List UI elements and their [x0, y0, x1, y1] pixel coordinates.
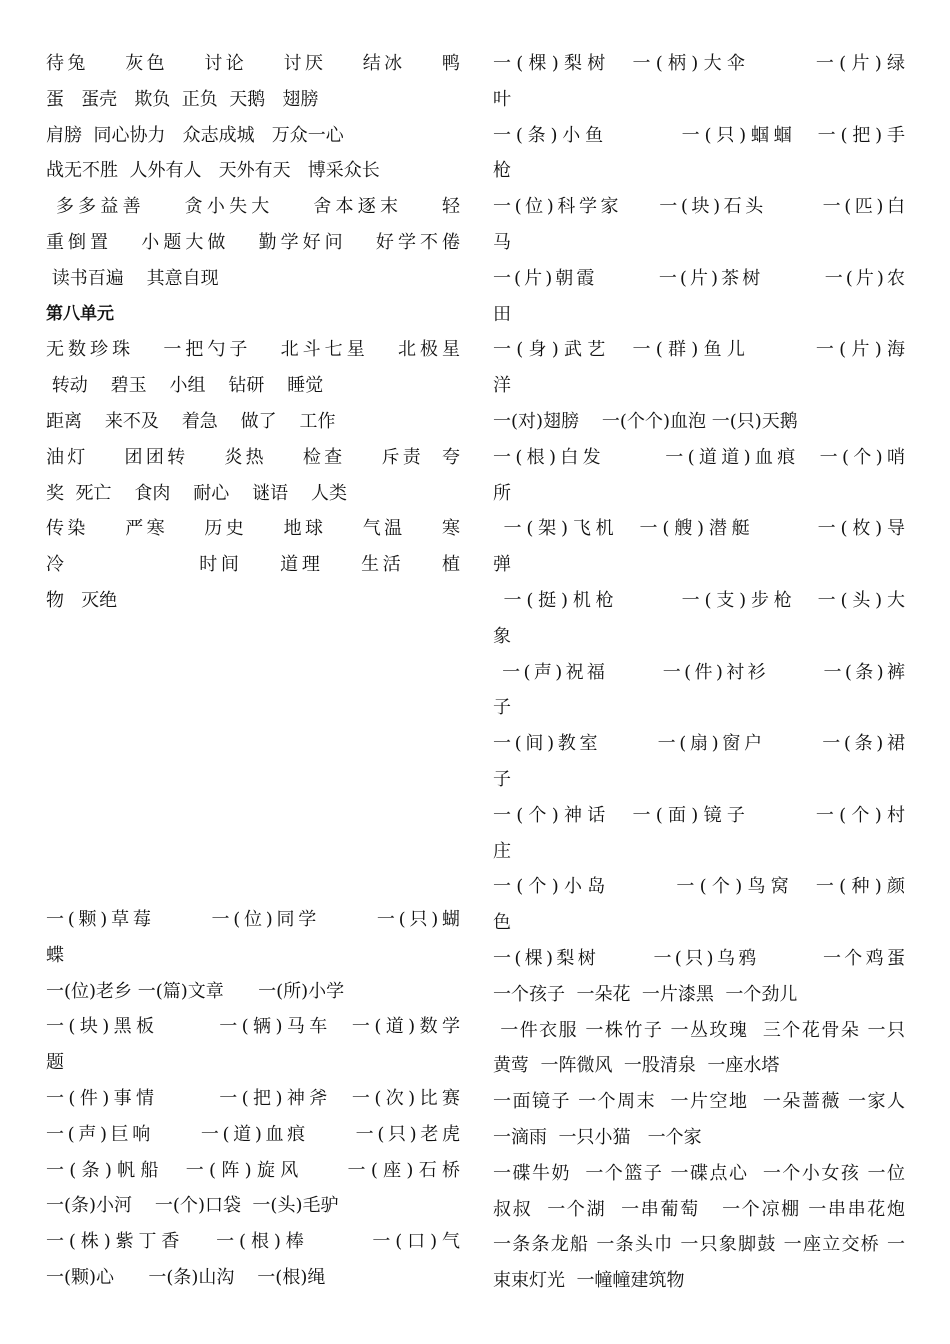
- text-line: 所: [493, 482, 511, 504]
- text-line: 一(块)黑板 一(辆)马车 一(道)数学: [46, 1016, 460, 1038]
- text-line: 待兔 灰色 讨论 讨厌 结冰 鸭: [46, 53, 460, 74]
- text-line: 一面镜子 一个周末 一片空地 一朵蔷薇 一家人: [493, 1091, 905, 1113]
- text-line: 一件衣服 一株竹子 一丛玫瑰 三个花骨朵 一只: [493, 1019, 905, 1041]
- text-line: 冷 时间 道理 生活 植: [46, 554, 460, 576]
- text-line: 一(对)翅膀 一(个个)血泡 一(只)天鹅: [493, 410, 798, 432]
- text-line: 一(条)帆船 一(阵)旋风 一(座)石桥: [46, 1159, 460, 1181]
- text-line: 弹: [493, 554, 511, 576]
- text-line: 题: [46, 1052, 64, 1074]
- text-line: 子: [493, 768, 511, 790]
- text-line: 肩膀 同心协力 众志成城 万众一心: [46, 124, 344, 146]
- text-line: 叶: [493, 88, 511, 110]
- text-line: 黄莺 一阵微风 一股清泉 一座水塔: [493, 1055, 780, 1077]
- text-line: 一(挺)机枪 一(支)步枪 一(头)大: [493, 589, 905, 611]
- text-line: 蛋 蛋壳 欺负 正负 天鹅 翅膀: [46, 88, 319, 110]
- text-line: 庄: [493, 840, 511, 862]
- text-line: 叔叔 一个湖 一串葡萄 一个凉棚 一串串花炮: [493, 1198, 905, 1220]
- text-line: 多多益善 贪小失大 舍本逐末 轻: [46, 196, 460, 218]
- text-line: 一(个)小岛 一(个)鸟窝 一(种)颜: [493, 876, 905, 898]
- text-line: 马: [493, 231, 511, 253]
- text-line: 一(件)事情 一(把)神斧 一(次)比赛: [46, 1087, 460, 1109]
- text-line: 距离 来不及 着急 做了 工作: [46, 410, 336, 432]
- text-line: 一(条)小河 一(个)口袋 一(头)毛驴: [46, 1195, 339, 1217]
- text-line: 一(间)教室 一(扇)窗户 一(条)裙: [493, 733, 905, 755]
- text-line: 一(棵)梨树 一(柄)大伞 一(片)绿: [493, 53, 905, 74]
- text-line: 重倒置 小题大做 勤学好问 好学不倦: [46, 231, 460, 253]
- right-column: [493, 46, 905, 1299]
- text-line: 读书百遍 其意自现: [46, 267, 219, 289]
- text-line: 洋: [493, 375, 511, 397]
- text-line: 田: [493, 303, 511, 325]
- text-line: 一条条龙船 一条头巾 一只象脚鼓 一座立交桥 一: [493, 1234, 905, 1256]
- text-line: 油灯 团团转 炎热 检查 斥责 夸: [46, 446, 460, 468]
- left-column: [46, 46, 460, 619]
- left-top-section: [46, 46, 460, 297]
- text-line: 一(声)祝福 一(件)衬衫 一(条)裤: [493, 661, 905, 683]
- text-line: 传染 严寒 历史 地球 气温 寒: [46, 518, 460, 540]
- text-line: 战无不胜 人外有人 天外有天 博采众长: [46, 160, 380, 182]
- text-line: 蝶: [46, 944, 64, 966]
- text-line: 一(片)朝霞 一(片)茶树 一(片)农: [493, 267, 905, 289]
- text-line: 一(身)武艺 一(群)鱼儿 一(片)海: [493, 339, 905, 361]
- text-line: 物 灭绝: [46, 589, 118, 611]
- text-line: 奖 死亡 食肉 耐心 谜语 人类: [46, 482, 347, 504]
- text-line: 转动 碧玉 小组 钻研 睡觉: [46, 375, 324, 397]
- text-line: 一(颗)心 一(条)山沟 一(根)绳: [46, 1266, 326, 1288]
- text-line: 一(位)科学家 一(块)石头 一(匹)白: [493, 196, 905, 218]
- text-line: 一(株)紫丁香 一(根)棒 一(口)气: [46, 1231, 460, 1253]
- text-line: 象: [493, 625, 511, 647]
- text-line: 一(条)小鱼 一(只)蝈蝈 一(把)手: [493, 124, 905, 146]
- text-line: 子: [493, 697, 511, 719]
- text-line: 一碟牛奶 一个篮子 一碟点心 一个小女孩 一位: [493, 1162, 905, 1184]
- text-line: 一(位)老乡 一(篇)文章 一(所)小学: [46, 980, 345, 1002]
- text-line: 一(个)神话 一(面)镜子 一(个)村: [493, 804, 905, 826]
- text-line: 一(架)飞机 一(艘)潜艇 一(枚)导: [493, 518, 905, 540]
- unit-heading: 第八单元: [46, 303, 114, 324]
- left-bottom-section: [46, 902, 460, 1296]
- text-line: 枪: [493, 160, 511, 182]
- text-line: 无数珍珠 一把勺子 北斗七星 北极星: [46, 339, 460, 361]
- text-line: 一滴雨 一只小猫 一个家: [493, 1126, 702, 1148]
- text-line: 一(棵)梨树 一(只)乌鸦 一个鸡蛋: [493, 947, 905, 969]
- text-line: 一个孩子 一朵花 一片漆黑 一个劲儿: [493, 983, 798, 1005]
- left-unit8-section: [46, 332, 460, 618]
- text-line: 一(声)巨响 一(道)血痕 一(只)老虎: [46, 1123, 460, 1145]
- text-line: 一(颗)草莓 一(位)同学 一(只)蝴: [46, 909, 460, 930]
- text-line: 束束灯光 一幢幢建筑物: [493, 1270, 685, 1292]
- text-line: 一(根)白发 一(道道)血痕 一(个)哨: [493, 446, 905, 468]
- text-line: 色: [493, 912, 511, 934]
